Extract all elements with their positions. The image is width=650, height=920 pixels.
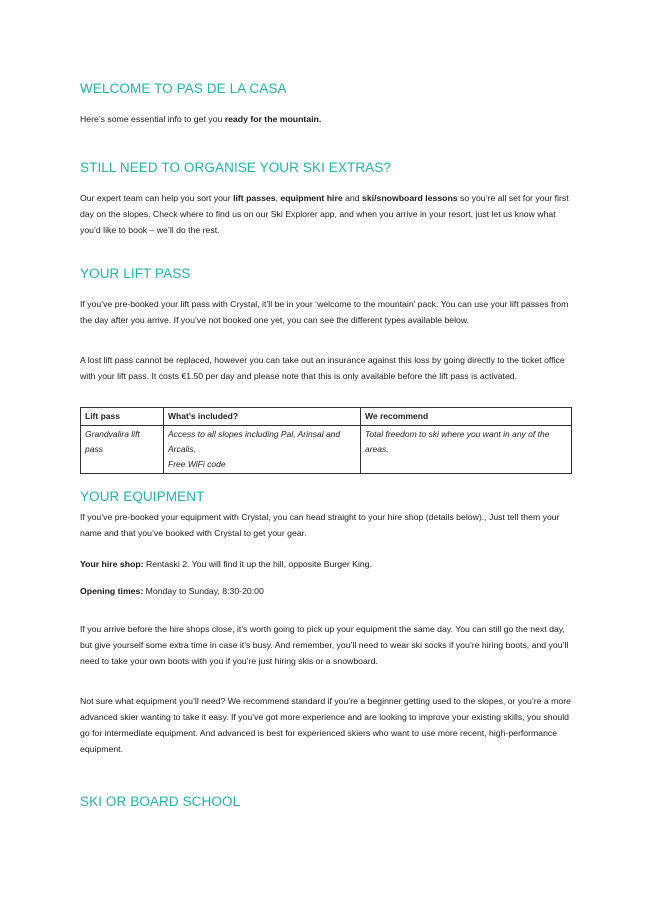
equipment-paragraph-3: Not sure what equipment you’ll need? We recommend standard if you’re a beginner getting used to the slopes, or you’re a more advanced skier wanting to take it easy. If you’ve got more experience and are looking to improve your existing skills, you should go for intermediate equipment. And advanced is best for experienced skiers who want to use more recent, high-performance equipment. (80, 696, 571, 754)
table-header: Lift pass (81, 408, 164, 426)
table-header: What’s included? (164, 408, 361, 426)
equipment-heading: YOUR EQUIPMENT (80, 489, 205, 504)
table-row (81, 426, 572, 474)
school-heading: SKI OR BOARD SCHOOL (80, 794, 241, 809)
lift-pass-paragraph-2: A lost lift pass cannot be replaced, however you can take out an insurance against this loss by going directly to the ticket office with your lift pass. It costs €1.50 per day and please note that this is only available before the lift pass is activated. (80, 355, 565, 381)
table-cell-pass: Grandvalira lift pass (81, 426, 164, 474)
lift-pass-table-wrapper (80, 407, 572, 474)
table-header-row (81, 408, 572, 426)
included-line-1: Access to all slopes including Pal, Arinsal and Arcalis. (168, 429, 341, 454)
table-cell-recommend: Total freedom to ski where you want in any of the areas. (361, 426, 572, 474)
included-line-2: Free WiFi code (168, 459, 226, 469)
hire-shop-line: Your hire shop: Rentaski 2. You will find it up the hill, opposite Burger King. (80, 559, 372, 569)
welcome-intro: Here’s some essential info to get you ready for the mountain. (80, 114, 322, 124)
table-cell-included (164, 426, 361, 474)
equipment-paragraph-1: If you’ve pre-booked your equipment with Crystal, you can head straight to your hire shop (details below)., Just tell them your name and that you’ve booked with Crystal to get your gear. (80, 512, 560, 538)
extras-heading: STILL NEED TO ORGANISE YOUR SKI EXTRAS? (80, 160, 391, 175)
opening-times-line: Opening times: Monday to Sunday, 8:30-20:00 (80, 586, 264, 596)
table-header: We recommend (361, 408, 572, 426)
welcome-heading: WELCOME TO PAS DE LA CASA (80, 81, 287, 96)
lift-pass-paragraph-1: If you’ve pre-booked your lift pass with Crystal, it’ll be in your ‘welcome to the mountain’ pack. You can use your lift passes from the day after you arrive. If you’ve not booked one yet, you can see the different types available below. (80, 299, 569, 325)
lift-pass-heading: YOUR LIFT PASS (80, 266, 191, 281)
extras-paragraph: Our expert team can help you sort your lift passes, equipment hire and ski/snowboard lessons so you’re all set for your first day on the slopes. Check where to find us on our Ski Explorer app, and when you arrive in your resort, just let us know what you’d like to book – we’ll do the rest. (80, 193, 569, 235)
equipment-paragraph-2: If you arrive before the hire shops close, it’s worth going to pick up your equipment the same day. You can still go the next day, but give yourself some extra time in case it’s busy. And remember, you’ll need to wear ski socks if you’re hiring boots, and you’ll need to take your own boots with you if you’re just hiring skis or a snowboard. (80, 624, 569, 666)
lift-pass-table (80, 407, 572, 474)
